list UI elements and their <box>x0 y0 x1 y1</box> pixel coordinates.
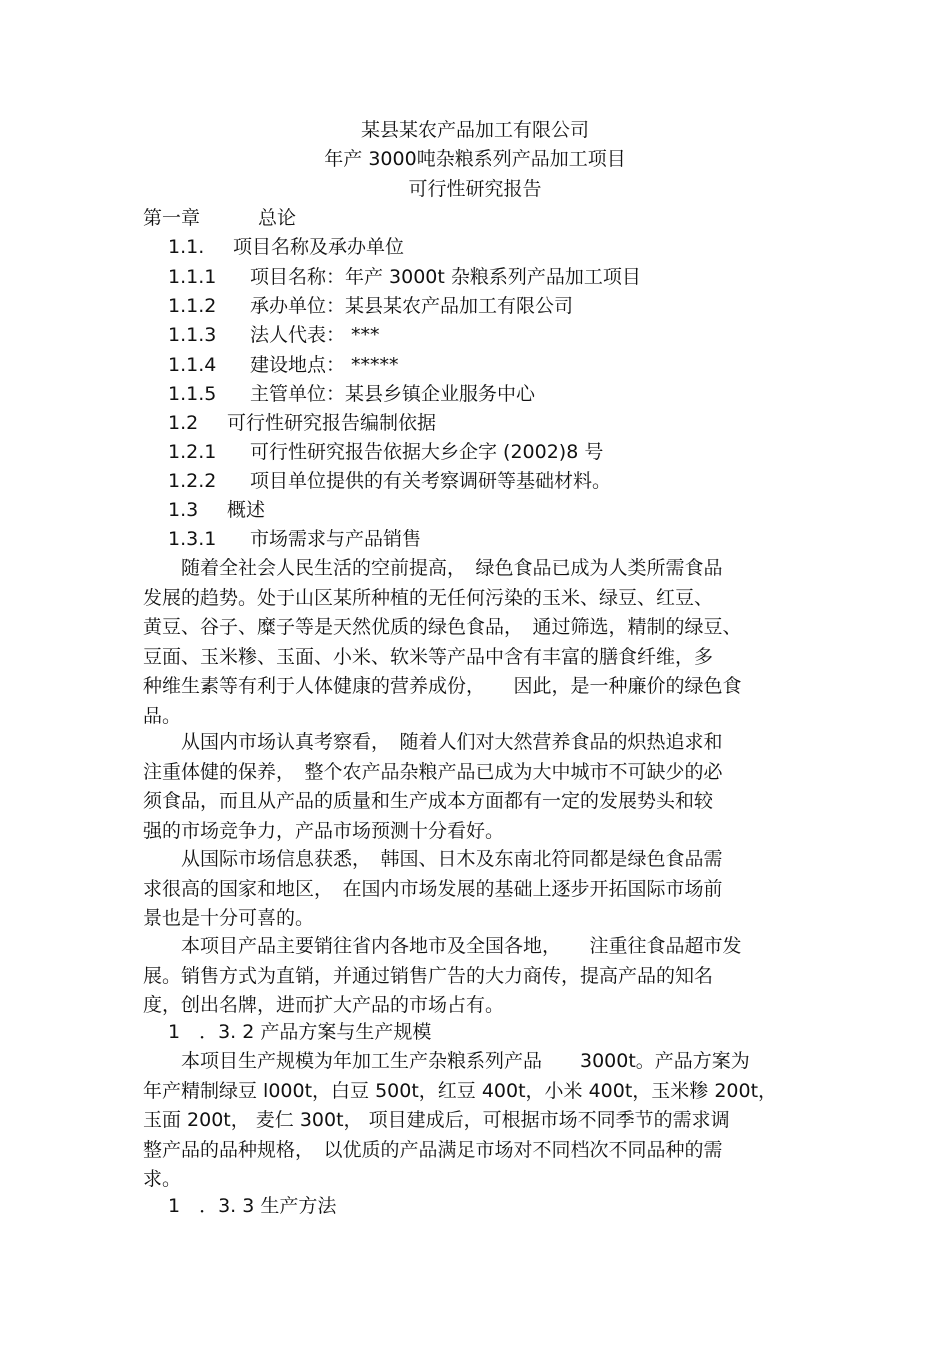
subsection-heading: 市场需求与产品销售 <box>250 528 422 550</box>
paragraph-domestic-market: 从国内市场认真考察看， 随着人们对大然营养食品的炽热追求和 注重体健的保养， 整个农产品杂粮产品已成为大中城市不可缺少的必 须食品，而且从产品的质量和生产成本方面都有一定的发展势头和较 强的市场竞争力，产品市场预测十分看好。 <box>143 731 723 842</box>
basis-materials-line: 项目单位提供的有关考察调研等基础材料。 <box>250 470 612 492</box>
project-title: 年产 3000吨杂粮系列产品加工项目 <box>324 148 626 170</box>
paragraph-international-market: 从国际市场信息获悉， 韩国、日木及东南北符同都是绿色食品需 求很高的国家和地区， 在国内市场发展的基础上逐步开拓国际市场前 景也是十分可喜的。 <box>143 848 723 929</box>
subsection-number: 1.2.1 <box>168 441 217 463</box>
subsection-heading: 1 ．3. 2 产品方案与生产规模 <box>168 1021 432 1043</box>
subsection-number: 1.3.1 <box>168 528 217 550</box>
basis-line: 可行性研究报告依据大乡企字 (2002)8 号 <box>250 441 604 463</box>
subsection-number: 1.2.2 <box>168 470 217 492</box>
undertaking-unit-line: 承办单位：某县某农产品加工有限公司 <box>250 295 574 317</box>
construction-site-line: 建设地点： ***** <box>250 354 399 376</box>
subsection-heading: 1 ．3. 3 生产方法 <box>168 1195 337 1217</box>
supervising-unit-line: 主管单位：某县乡镇企业服务中心 <box>250 383 536 405</box>
subsection-number: 1.1.4 <box>168 354 217 376</box>
company-title: 某县某农产品加工有限公司 <box>360 119 589 141</box>
project-name-line: 项目名称：年产 3000t 杂粮系列产品加工项目 <box>250 266 641 288</box>
paragraph-product-plan: 本项目生产规模为年加工生产杂粮系列产品 3000t。产品方案为 年产精制绿豆 l000t，白豆 500t，红豆 400t，小米 400t，玉米糁 200t， 玉面 200t， 麦仁 300t， 项目建成后，可根据市场不同季节的需求调 整产品的品种规格， 以优质的产品满足市场对不同档次不同品种的需 求。 <box>143 1050 778 1190</box>
section-number: 1.1. <box>168 236 205 258</box>
section-number: 1.3 <box>168 499 199 521</box>
subsection-number: 1.1.5 <box>168 383 217 405</box>
legal-representative-line: 法人代表： *** <box>250 324 380 346</box>
report-title: 可行性研究报告 <box>408 178 542 200</box>
chapter-title: 总论 <box>258 207 297 229</box>
paragraph-sales: 本项目产品主要销往省内各地市及全国各地， 注重往食品超市发 展。销售方式为直销，并通过销售广告的大力商传，提高产品的知名 度，创出名牌，进而扩大产品的市场占有。 <box>143 935 742 1016</box>
subsection-number: 1.1.1 <box>168 266 217 288</box>
subsection-number: 1.1.2 <box>168 295 217 317</box>
section-heading: 概述 <box>227 499 266 521</box>
chapter-label: 第一章 <box>143 207 201 229</box>
paragraph-green-food: 随着全社会人民生活的空前提高， 绿色食品已成为人类所需食品 发展的趋势。处于山区某所种植的无任何污染的玉米、绿豆、红豆、 黄豆、谷子、糜子等是天然优质的绿色食品， 通过筛选，精制的绿豆、 豆面、玉米糁、玉面、小米、软米等产品中含有丰富的膳食纤维，多 种维生素等有利于人体健康的营养成份， 因此，是一种廉价的绿色食 品。 <box>143 557 742 727</box>
section-heading: 项目名称及承办单位 <box>233 236 405 258</box>
section-number: 1.2 <box>168 412 199 434</box>
subsection-number: 1.1.3 <box>168 324 217 346</box>
section-heading: 可行性研究报告编制依据 <box>227 412 437 434</box>
